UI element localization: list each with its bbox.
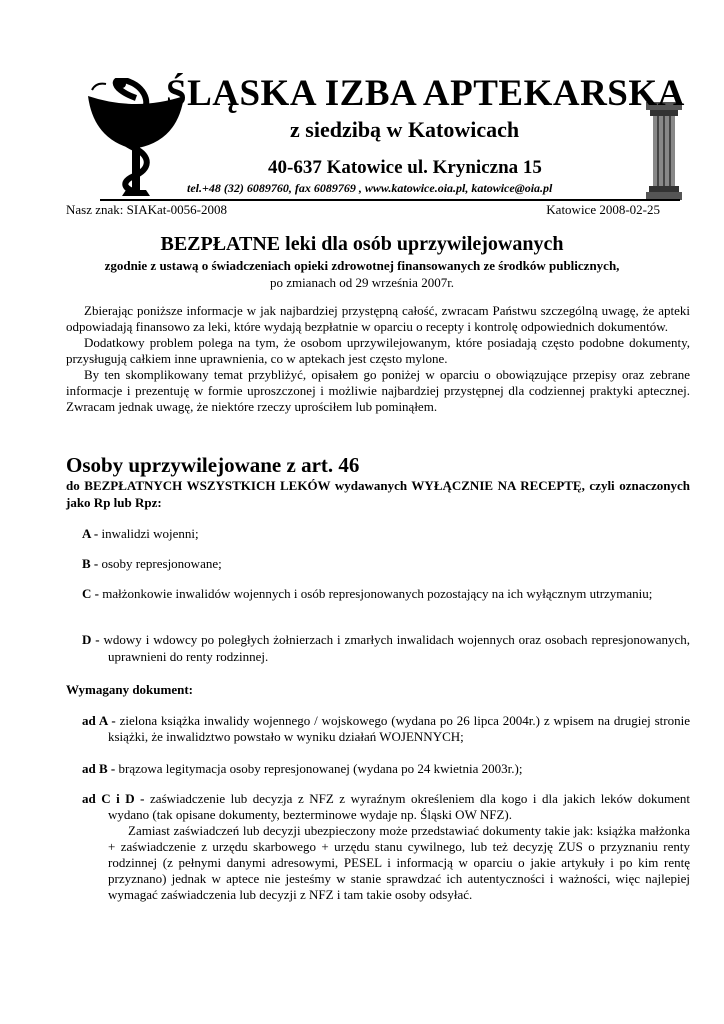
section-heading: Osoby uprzywilejowane z art. 46 <box>66 453 360 477</box>
requirement-item <box>82 761 690 777</box>
section-lead: do BEZPŁATNYCH WSZYSTKICH LEKÓW wydawanych WYŁĄCZNIE NA RECEPTĘ, czyli oznaczonych jako Rp lub Rpz: <box>66 478 690 510</box>
intro-paragraph: Dodatkowy problem polega na tym, że osobom uprzywilejowanym, które posiadają często podobne dokumenty, przysługują całkiem inne uprawnienia, co w aptekach jest często mylone. <box>66 335 690 366</box>
list-item-text: małżonkowie inwalidów wojennych i osób represjonowanych pozostający na ich wyłącznym utrzymaniu; <box>102 586 653 601</box>
letterhead-contact: tel.+48 (32) 6089760, fax 6089769 , www.katowice.oia.pl, katowice@oia.pl <box>187 181 553 195</box>
list-item-label: B - <box>82 556 99 571</box>
requirements-heading: Wymagany dokument: <box>66 682 194 697</box>
requirement-text: zielona książka inwalidy wojennego / wojskowego (wydana po 26 lipca 2004r.) z wpisem na drugiej stronie książki, że inwalidztwo powstało w wyniku działań WOJENNYCH; <box>108 713 691 744</box>
intro-text <box>66 303 690 415</box>
letterhead <box>66 60 685 202</box>
list-item <box>82 555 690 572</box>
requirement-item <box>82 713 690 745</box>
requirement-label: ad C i D - <box>82 791 145 806</box>
requirement-text: brązowa legitymacja osoby represjonowanej (wydana po 24 kwietnia 2003r.); <box>118 761 523 776</box>
list-item-label: C - <box>82 586 99 601</box>
letterhead-address: 40-637 Katowice ul. Kryniczna 15 <box>268 157 542 178</box>
document-subtitle: zgodnie z ustawą o świadczeniach opieki zdrowotnej finansowanych ze środków publicznych, <box>104 258 620 273</box>
requirement-label: ad B - <box>82 761 116 776</box>
list-item-label: A - <box>82 526 99 541</box>
letterhead-divider <box>100 199 680 201</box>
letterhead-subtitle: z siedzibą w Katowicach <box>290 117 520 142</box>
document-date: Katowice 2008-02-25 <box>546 202 660 217</box>
document-title: BEZPŁATNE leki dla osób uprzywilejowanych <box>160 233 564 255</box>
list-item <box>82 631 690 665</box>
list-item-text: wdowy i wdowcy po poległych żołnierzach i zmarłych inwalidach wojennych oraz osobach represjonowanych, uprawnieni do renty rodzinnej. <box>103 632 691 664</box>
reference-number: Nasz znak: SIAKat-0056-2008 <box>66 202 228 217</box>
letterhead-title: ŚLĄSKA IZBA APTEKARSKA <box>166 73 685 114</box>
intro-paragraph: By ten skomplikowany temat przybliżyć, opisałem go poniżej w oparciu o obowiązujące przepisy oraz zebrane informacje i prezentuję w formie uproszczonej i możliwie najbardziej przystępnej dla codziennej praktyki aptecznej. Zwracam jednak uwagę, że niektóre rzeczy uprościłem lub pominąłem. <box>66 367 690 414</box>
requirement-label: ad A - <box>82 713 116 728</box>
list-item-text: inwalidzi wojenni; <box>101 526 199 541</box>
requirement-text: zaświadczenie lub decyzja z NFZ z wyraźnym określeniem dla kogo i dla jakich leków dokument wydano (tak opisane dokumenty, bezterminowe wydaje np. Śląski OW NFZ). <box>108 791 690 822</box>
intro-paragraph: Zbierając poniższe informacje w jak najbardziej przystępną całość, zwracam Państwu szczególną uwagę, że apteki odpowiadają finansowo za leki, które wydają bezpłatnie w oparciu o recepty i kontrolę odpowiednich dokumentów. <box>66 303 690 334</box>
requirement-item <box>82 791 690 823</box>
list-item-text: osoby represjonowane; <box>101 556 222 571</box>
list-item <box>82 525 690 542</box>
requirement-continuation: Zamiast zaświadczeń lub decyzji ubezpieczony może przedstawiać dokumenty takie jak: książka małżonka + zaświadczenie z urzędu skarbowego + urzędu stanu cywilnego, lub też decyzję ZUS o przyznaniu renty rodzinnej (z pełnymi danymi adresowymi, PESEL i informacją w oparciu o jakie artykuły i po kim rentę przyznano) jednak w aptece nie jesteśmy w stanie sprawdzać ich autentyczności i ważności, więc najlepiej wymagać zaświadczenia lub decyzji z NFZ i tam takie osoby odsyłać. <box>108 823 690 902</box>
column-ornament-icon <box>646 102 682 200</box>
list-item-label: D - <box>82 632 100 647</box>
document-subtitle-date: po zmianach od 29 września 2007r. <box>269 275 455 290</box>
list-item <box>82 585 690 602</box>
